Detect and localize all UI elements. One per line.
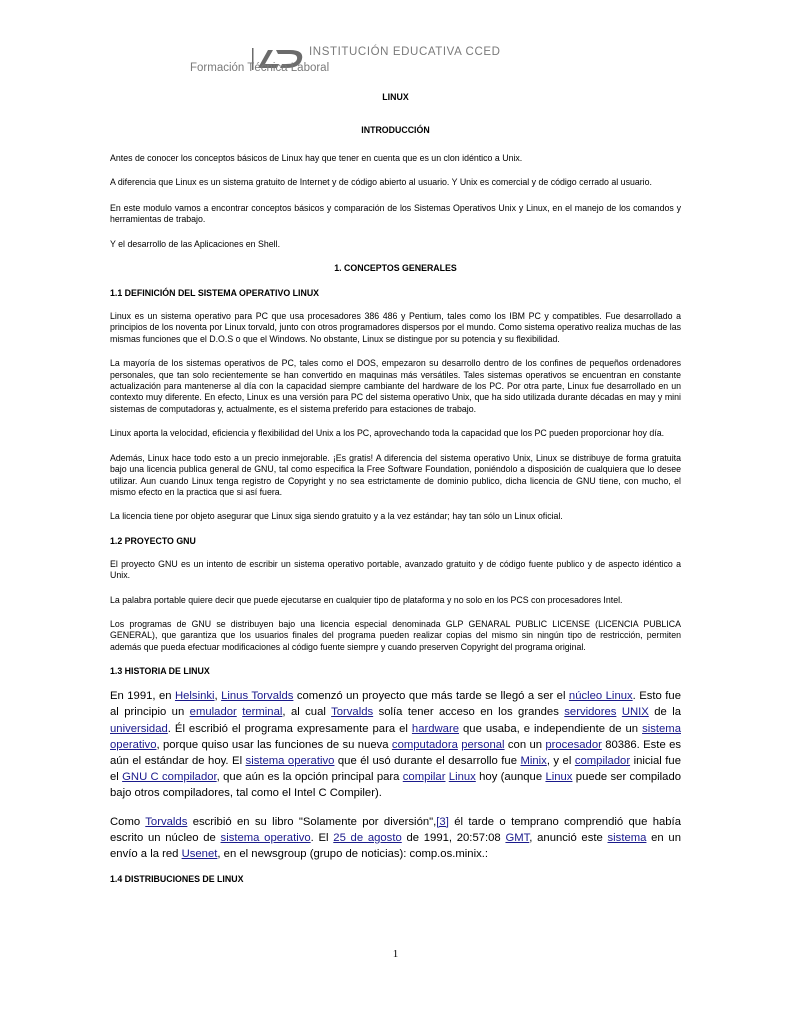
- intro-paragraph-4: Y el desarrollo de las Aplicaciones en Shell.: [110, 238, 281, 249]
- wiki-link[interactable]: compilador: [574, 754, 631, 767]
- text-run: hoy (aunque: [475, 771, 546, 784]
- history-paragraph-2: [110, 814, 681, 863]
- text-run: , en el newsgroup (grupo de noticias): comp.os.minix.:: [217, 847, 489, 860]
- wiki-link[interactable]: hardware: [411, 722, 460, 735]
- section-1-1-paragraph: Linux es un sistema operativo para PC que usa procesadores 386 486 y Pentium, tales como los IBM PC y compatibles. Fue desarrollado a principios de los noventa por Linux torvald, junto con otros programadores dispersos por el mundo. Como sistema operativo realiza muchas de las mismas funciones que el D.O.S o que el Windows. No obstante, Linux se distingue por su potencia y su flexibilidad.: [110, 311, 681, 344]
- document-body: [110, 92, 681, 884]
- text-run: con un: [504, 738, 546, 751]
- wiki-link[interactable]: UNIX: [621, 706, 649, 719]
- section-1-3-title: 1.3 HISTORIA DE LINUX: [110, 666, 210, 677]
- text-run: . Él escribió el programa expresamente para el: [167, 722, 412, 735]
- chapter-1-title: 1. CONCEPTOS GENERALES: [334, 263, 457, 274]
- wiki-link[interactable]: computadora: [391, 738, 458, 751]
- section-1-2-paragraph: El proyecto GNU es un intento de escribir un sistema operativo portable, avanzado gratuito y de código fuente publico y de aspecto idéntico a Unix.: [110, 558, 681, 581]
- section-1-1-paragraph: La mayoría de los sistemas operativos de PC, tales como el DOS, empezaron su desarrollo dentro de los confines de pequeños ordenadores personales, que tan solo recientemente se han convertido en maquinas más versátiles. Tales sistemas operativos se encuentran en constante actualización para mantenerse al día con la capacidad siempre cambiante del hardware de los PC. Por otra parte, Linux fue desarrollado en un contexto muy diferente. En efecto, Linux es una versión para PC del sistema operativo Unix, que ha sido utilizada durante décadas en may y mini sistemas de computadoras y, actualmente, es el sistema preferido para estaciones de trabajo.: [110, 358, 681, 414]
- section-1-1-paragraph: Linux aporta la velocidad, eficiencia y flexibilidad del Unix a los PC, aprovechando toda la capacidad que los PC pueden proporcionar hoy día.: [110, 428, 665, 439]
- wiki-link[interactable]: sistema operativo: [220, 831, 311, 844]
- wiki-link[interactable]: sistema: [607, 831, 647, 844]
- text-run: , anunció este: [529, 831, 608, 844]
- text-run: 80386. Este es aún el estándar de hoy. El: [110, 738, 681, 767]
- doc-title: LINUX: [382, 92, 409, 102]
- text-run: En 1991, en: [110, 690, 175, 703]
- wiki-link[interactable]: Linus Torvalds: [221, 690, 294, 703]
- section-1-1-paragraph: La licencia tiene por objeto asegurar que Linux siga siendo gratuito y a la vez estándar; hay tan sólo un Linux oficial.: [110, 511, 563, 522]
- wiki-link[interactable]: GNU C compilador: [122, 771, 217, 784]
- section-1-4-title: 1.4 DISTRIBUCIONES DE LINUX: [110, 874, 244, 885]
- section-1-2-paragraph: La palabra portable quiere decir que puede ejecutarse en cualquier tipo de plataforma y no solo en los PCS con procesadores Intel.: [110, 594, 623, 605]
- wiki-link[interactable]: Minix: [520, 754, 547, 767]
- intro-paragraph-2: A diferencia que Linux es un sistema gratuito de Internet y de código abierto al usuario. Y Unix es comercial y de código cerrado al usuario.: [110, 177, 652, 188]
- wiki-link[interactable]: GMT: [505, 831, 530, 844]
- section-1-1-paragraph: Además, Linux hace todo esto a un precio inmejorable. ¡Es gratis! A diferencia del sistema operativo Unix, Linux se distribuye de forma gratuita bajo una licencia publica general de GNU, tal como especifica la Free Software Foundation, poniéndolo a disposición de cualquiera que lo desee utilizar. Aun cuando Linux tenga registro de Copyright y no sea estrictamente de dominio publico, dicha licencia de GNU tiene, con mucho, el mismo efecto en la practica que si así fuera.: [110, 452, 681, 497]
- intro-paragraph-3: En este modulo vamos a encontrar conceptos básicos y comparación de los Sistemas Operativos Unix y Linux, en el manejo de los comandos y herramientas de trabajo.: [110, 202, 681, 225]
- text-run: de 1991, 20:57:08: [401, 831, 506, 844]
- intro-paragraph-1: Antes de conocer los conceptos básicos de Linux hay que tener en cuenta que es un clon idéntico a Unix.: [110, 153, 523, 163]
- institution-name: INSTITUCIÓN EDUCATIVA CCED: [309, 46, 501, 58]
- text-run: que usaba, e independiente de un: [459, 722, 643, 735]
- intro-title: INTRODUCCIÓN: [361, 125, 430, 135]
- text-run: , porque quiso usar las funciones de su nueva: [156, 738, 392, 751]
- history-paragraph-1: [110, 688, 681, 801]
- wiki-link[interactable]: sistema operativo: [110, 722, 681, 751]
- text-run: de la: [648, 706, 682, 719]
- text-run: escribió en su libro "Solamente por diversión",: [187, 815, 437, 828]
- text-run: solía tener acceso en los grandes: [373, 706, 565, 719]
- wiki-link[interactable]: compilar: [402, 771, 446, 784]
- wiki-link[interactable]: 25 de agosto: [333, 831, 402, 844]
- wiki-link[interactable]: [3]: [436, 815, 449, 828]
- wiki-link[interactable]: Linux: [545, 771, 573, 784]
- text-run: , y el: [546, 754, 575, 767]
- wiki-link[interactable]: emulador: [189, 706, 237, 719]
- wiki-link[interactable]: universidad: [110, 722, 168, 735]
- text-run: que él usó durante el desarrollo fue: [334, 754, 521, 767]
- text-run: él tarde o temprano comprendió que había escrito un núcleo de: [110, 815, 681, 844]
- wiki-link[interactable]: Torvalds: [331, 706, 374, 719]
- text-run: , al cual: [282, 706, 332, 719]
- text-run: comenzó un proyecto que más tarde se llegó a ser el: [293, 690, 569, 703]
- section-1-1-title: 1.1 DEFINICIÓN DEL SISTEMA OPERATIVO LINUX: [110, 288, 320, 299]
- wiki-link[interactable]: personal: [461, 738, 505, 751]
- text-run: , que aún es la opción principal para: [216, 771, 403, 784]
- wiki-link[interactable]: sistema operativo: [245, 754, 335, 767]
- institution-subtitle: Formación Técnica Laboral: [190, 62, 330, 74]
- section-1-2-title: 1.2 PROYECTO GNU: [110, 535, 196, 546]
- page-number: 1: [392, 948, 399, 960]
- text-run: puede ser compilado bajo otros compiladores, tal como el Intel C Compiler).: [110, 771, 682, 800]
- wiki-link[interactable]: Linux: [448, 771, 476, 784]
- wiki-link[interactable]: núcleo Linux: [568, 690, 633, 703]
- text-run: Como: [110, 815, 146, 828]
- wiki-link[interactable]: Helsinki: [174, 690, 215, 703]
- wiki-link[interactable]: terminal: [242, 706, 283, 719]
- text-run: ,: [214, 690, 222, 703]
- wiki-link[interactable]: procesador: [545, 738, 602, 751]
- section-1-2-paragraph: Los programas de GNU se distribuyen bajo una licencia especial denominada GLP GENARAL PUBLIC LICENSE (LICENCIA PUBLICA GENERAL), que garantiza que los usuarios finales del programa pueden realizar copias del mismo sin ningún tipo de restricción, permiten además que pueda efectuar modificaciones al código fuente siempre y cuando preserven Copyright del programa original.: [110, 618, 681, 652]
- wiki-link[interactable]: servidores: [564, 706, 617, 719]
- text-run: . El: [310, 831, 334, 844]
- wiki-link[interactable]: Torvalds: [145, 815, 188, 828]
- page-header: [0, 0, 791, 80]
- text-run: inicial fue el: [110, 754, 681, 784]
- text-run: . Esto fue al principio un: [110, 690, 681, 719]
- wiki-link[interactable]: Usenet: [181, 847, 218, 860]
- text-run: en un envío a la red: [110, 831, 681, 860]
